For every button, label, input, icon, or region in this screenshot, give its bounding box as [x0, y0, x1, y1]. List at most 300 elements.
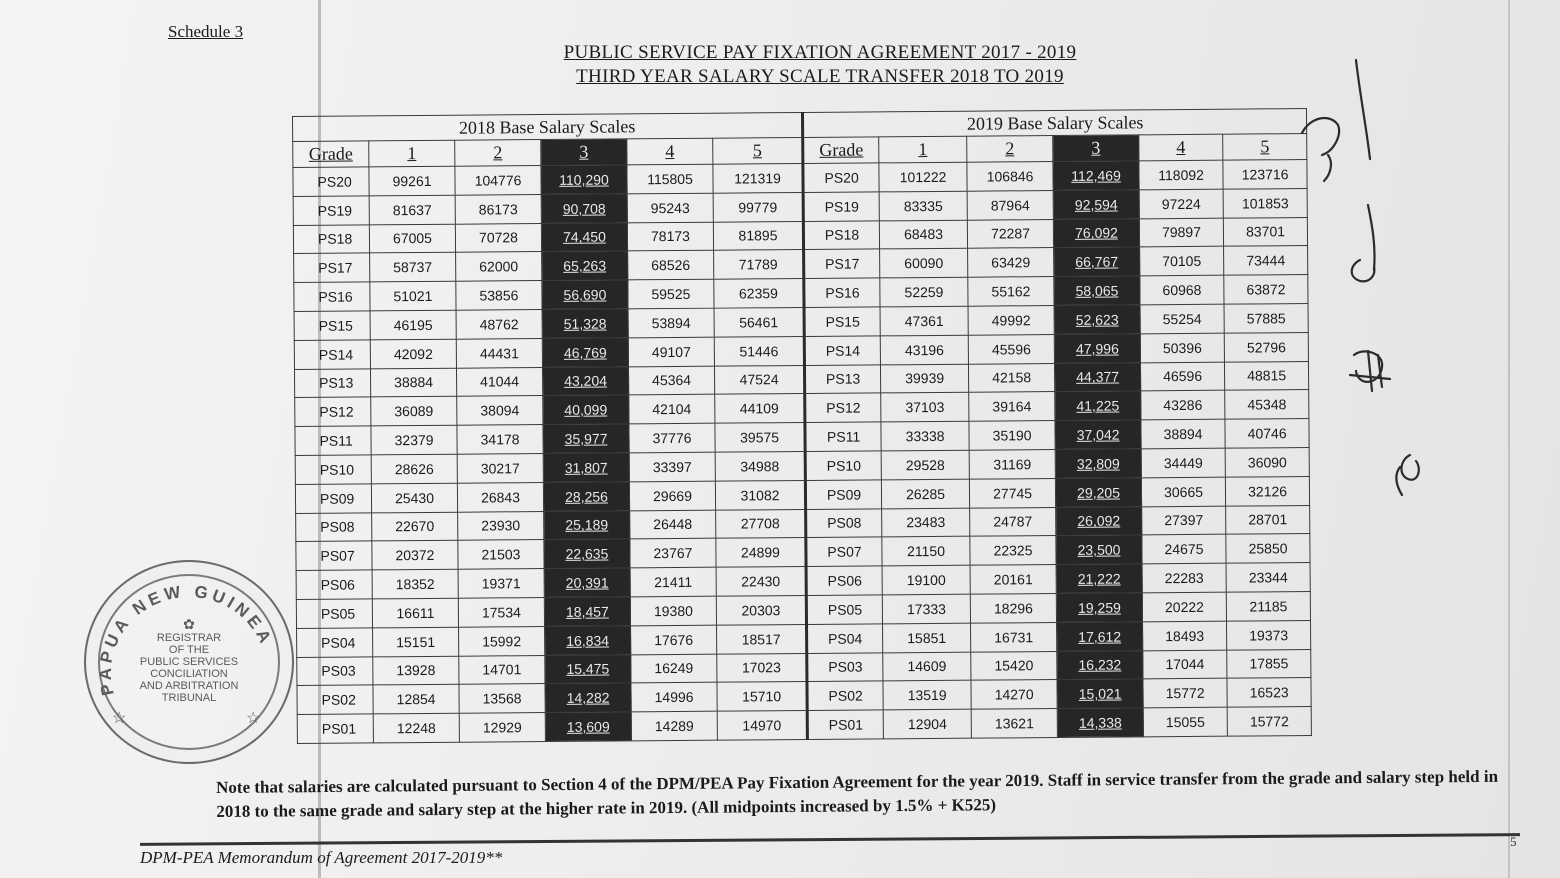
salary-cell-2018: 121319 — [713, 163, 803, 193]
cell-value: 26,092 — [1077, 512, 1121, 530]
salary-cell-2018: 31082 — [715, 480, 805, 510]
salary-cell-2019: 52796 — [1224, 332, 1308, 361]
salary-cell-2019: 72287 — [967, 219, 1053, 248]
salary-cell-2019: 45596 — [968, 334, 1054, 363]
salary-cell-2018: 38094 — [457, 396, 543, 425]
salary-cell-2018 — [545, 654, 631, 683]
grade-cell-2018: PS12 — [295, 397, 371, 426]
salary-cell-2018: 41044 — [456, 367, 542, 396]
salary-cell-2019: 73444 — [1224, 246, 1308, 275]
salary-cell-2019: 23344 — [1226, 563, 1310, 592]
star-icon: ☆ — [246, 710, 261, 727]
cell-value: 47,996 — [1075, 340, 1119, 357]
salary-cell-2019: 83335 — [879, 191, 967, 220]
grade-cell-2019: PS04 — [807, 624, 883, 653]
salary-cell-2018: 23767 — [630, 539, 716, 568]
handwritten-initials-signature — [1290, 55, 1420, 555]
cell-value: 15,021 — [1078, 685, 1122, 703]
step-header: 2 — [455, 140, 541, 167]
salary-cell-2018: 86173 — [455, 194, 541, 223]
cell-value: 90,708 — [562, 200, 606, 217]
grade-cell-2018: PS16 — [294, 282, 370, 311]
salary-cell-2019 — [1053, 218, 1139, 247]
salary-cell-2019: 46596 — [1141, 362, 1225, 391]
salary-cell-2018: 42092 — [370, 339, 456, 368]
salary-cell-2018: 46195 — [370, 310, 456, 339]
salary-cell-2019: 20161 — [970, 565, 1056, 594]
seal-line: PUBLIC SERVICES — [139, 656, 239, 668]
salary-cell-2019: 36090 — [1225, 447, 1309, 476]
salary-cell-2019 — [1055, 478, 1141, 507]
cell-value: 17,612 — [1078, 628, 1122, 645]
salary-cell-2018: 51446 — [714, 336, 804, 366]
seal-line: OF THE — [168, 644, 210, 656]
salary-cell-2018 — [542, 366, 628, 395]
cell-value: 20,391 — [565, 574, 609, 591]
salary-cell-2019 — [1056, 593, 1142, 622]
cell-value: 52,623 — [1075, 311, 1119, 328]
seal-center-text — [114, 618, 264, 704]
salary-cell-2019: 15055 — [1143, 707, 1227, 736]
salary-cell-2019: 16731 — [971, 622, 1057, 651]
salary-cell-2019: 19100 — [882, 565, 970, 594]
salary-cell-2018: 115805 — [627, 164, 713, 193]
cell-value: 15,475 — [566, 660, 610, 678]
salary-cell-2018 — [544, 510, 630, 539]
salary-cell-2019: 83701 — [1223, 217, 1307, 246]
grade-cell-2018: PS04 — [297, 628, 373, 657]
salary-cell-2018: 81895 — [713, 221, 803, 251]
grade-cell-2019: PS11 — [805, 422, 881, 451]
seal-emblem-icon: ✿ — [183, 616, 195, 632]
cell-value: 41,225 — [1076, 397, 1120, 415]
salary-cell-2018: 70728 — [455, 223, 541, 252]
grade-cell-2019: PS07 — [806, 537, 882, 566]
grade-cell-2019: PS10 — [805, 451, 881, 480]
salary-cell-2018: 20303 — [716, 595, 806, 625]
cell-value: 28,256 — [565, 488, 608, 505]
section-header-2018: 2018 Base Salary Scales — [293, 112, 803, 141]
salary-cell-2019: 13519 — [883, 681, 971, 710]
paper-fold-line-right — [1508, 0, 1510, 878]
grade-cell-2019: PS18 — [803, 220, 879, 249]
salary-cell-2019: 15772 — [1143, 679, 1227, 708]
salary-cell-2019: 39939 — [881, 364, 969, 393]
salary-cell-2019 — [1053, 161, 1139, 190]
salary-cell-2018: 15710 — [717, 682, 807, 712]
salary-cell-2018 — [543, 453, 629, 482]
salary-cell-2019: 27745 — [969, 478, 1055, 507]
salary-cell-2018: 16611 — [372, 598, 458, 627]
salary-cell-2019: 14270 — [971, 680, 1057, 709]
salary-cell-2019: 21150 — [882, 537, 970, 566]
grade-cell-2018: PS07 — [296, 541, 372, 570]
salary-cell-2019: 22325 — [970, 536, 1056, 565]
grade-cell-2018: PS19 — [293, 196, 369, 225]
salary-cell-2019: 42158 — [969, 363, 1055, 392]
step-header: 2 — [967, 136, 1053, 163]
salary-cell-2019: 35190 — [969, 421, 1055, 450]
salary-cell-2019 — [1053, 190, 1139, 219]
salary-scales-table — [292, 108, 1312, 744]
salary-cell-2019: 55254 — [1140, 304, 1224, 333]
grade-cell-2018: PS10 — [295, 455, 371, 484]
grade-cell-2018: PS06 — [296, 570, 372, 599]
cell-value: 112,469 — [1071, 167, 1121, 184]
salary-cell-2018: 59525 — [628, 279, 714, 308]
grade-cell-2018: PS09 — [295, 484, 371, 513]
salary-cell-2018: 26843 — [457, 482, 543, 511]
salary-cell-2019: 48815 — [1225, 361, 1309, 390]
salary-cell-2019: 68483 — [879, 220, 967, 249]
salary-cell-2018: 45364 — [628, 366, 714, 395]
salary-cell-2019: 50396 — [1140, 333, 1224, 362]
salary-cell-2018: 78173 — [627, 222, 713, 251]
salary-cell-2019 — [1056, 535, 1142, 564]
salary-cell-2018: 12929 — [459, 713, 545, 742]
salary-cell-2019: 32126 — [1225, 476, 1309, 505]
salary-cell-2018: 48762 — [456, 310, 542, 339]
salary-cell-2019: 47361 — [880, 306, 968, 335]
cell-value: 56,690 — [563, 286, 607, 303]
salary-cell-2019: 25850 — [1226, 534, 1310, 563]
cell-value: 110,290 — [559, 171, 609, 188]
grade-cell-2019: PS05 — [806, 595, 882, 624]
salary-cell-2019: 60090 — [880, 249, 968, 278]
cell-value: 13,609 — [566, 718, 610, 735]
cell-value: 65,263 — [563, 257, 607, 275]
salary-cell-2018 — [543, 424, 629, 453]
cell-value: 29,205 — [1077, 484, 1121, 501]
salary-cell-2019 — [1056, 564, 1142, 593]
salary-cell-2018: 21503 — [458, 540, 544, 569]
salary-cell-2019: 15851 — [883, 623, 971, 652]
step-header: 4 — [627, 138, 713, 165]
grade-cell-2018: PS18 — [293, 224, 369, 253]
grade-cell-2018: PS11 — [295, 426, 371, 455]
grade-cell-2018: PS13 — [294, 368, 370, 397]
step-header: 4 — [1139, 134, 1223, 161]
salary-cell-2018 — [542, 338, 628, 367]
salary-cell-2019: 28701 — [1226, 505, 1310, 534]
salary-cell-2018: 26448 — [630, 510, 716, 539]
footnote: Note that salaries are calculated pursuant to Section 4 of the DPM/PEA Pay Fixation Agreement for the year 2019. Staff in service transfer from the grade and salary step held in 2018 to the same grade and salary step at the higher rate in 2019. (All midpoints increased by 1.5% + K525) — [216, 766, 1499, 821]
salary-cell-2018: 27708 — [716, 509, 806, 539]
salary-cell-2018 — [545, 626, 631, 655]
salary-cell-2018: 47524 — [714, 365, 804, 395]
salary-cell-2019: 20222 — [1142, 592, 1226, 621]
salary-cell-2018 — [542, 309, 628, 338]
cell-value: 51,328 — [563, 315, 607, 332]
svg-text:PAPUA NEW GUINEA: PAPUA NEW GUINEA — [95, 581, 277, 698]
salary-cell-2019: 79897 — [1139, 218, 1223, 247]
salary-cell-2018: 20372 — [372, 541, 458, 570]
salary-cell-2018: 25430 — [371, 483, 457, 512]
grade-cell-2018: PS02 — [297, 685, 373, 714]
salary-cell-2019: 14609 — [883, 652, 971, 681]
salary-cell-2019 — [1057, 679, 1143, 708]
cell-value: 92,594 — [1074, 196, 1118, 213]
salary-cell-2018: 104776 — [455, 166, 541, 195]
salary-cell-2018: 30217 — [457, 454, 543, 483]
salary-cell-2018 — [543, 395, 629, 424]
grade-cell-2018: PS08 — [296, 512, 372, 541]
salary-cell-2019 — [1055, 449, 1141, 478]
salary-cell-2019 — [1057, 708, 1143, 737]
salary-cell-2018: 12248 — [373, 713, 459, 742]
salary-cell-2019: 38894 — [1141, 419, 1225, 448]
page-number: 5 — [1510, 834, 1517, 849]
salary-cell-2018: 99261 — [369, 166, 455, 195]
cell-value: 74,450 — [562, 229, 606, 246]
salary-cell-2019: 37103 — [881, 393, 969, 422]
salary-cell-2018: 15151 — [373, 627, 459, 656]
grade-cell-2019: PS14 — [804, 336, 880, 365]
salary-cell-2019: 26285 — [881, 479, 969, 508]
salary-cell-2018: 62000 — [456, 252, 542, 281]
grade-cell-2019: PS19 — [803, 192, 879, 221]
salary-cell-2019: 45348 — [1225, 390, 1309, 419]
cell-value: 19,259 — [1077, 599, 1121, 616]
salary-cell-2018: 19371 — [458, 569, 544, 598]
salary-cell-2018: 18517 — [717, 624, 807, 654]
salary-cell-2018: 24899 — [716, 538, 806, 568]
salary-cell-2019: 57885 — [1224, 304, 1308, 333]
grade-cell-2019: PS16 — [804, 278, 880, 307]
grade-cell-2019: PS17 — [804, 249, 880, 278]
salary-cell-2019 — [1054, 305, 1140, 334]
salary-cell-2018: 95243 — [627, 193, 713, 222]
salary-cell-2018: 81637 — [369, 195, 455, 224]
salary-cell-2019: 55162 — [968, 277, 1054, 306]
salary-cell-2019: 101853 — [1223, 188, 1307, 217]
salary-cell-2018: 12854 — [373, 685, 459, 714]
salary-cell-2018: 42104 — [629, 395, 715, 424]
grade-cell-2018: PS14 — [294, 340, 370, 369]
salary-cell-2019: 33338 — [881, 421, 969, 450]
cell-value: 23,500 — [1077, 541, 1121, 559]
salary-cell-2019: 52259 — [880, 277, 968, 306]
step-header: 3 — [541, 139, 627, 166]
official-seal-stamp — [84, 560, 294, 764]
cell-value: 22,635 — [565, 545, 609, 563]
cell-value: 37,042 — [1076, 426, 1120, 443]
salary-cell-2018: 28626 — [371, 454, 457, 483]
salary-cell-2018: 56461 — [714, 307, 804, 337]
salary-cell-2019: 22283 — [1142, 563, 1226, 592]
cell-value: 40,099 — [564, 401, 608, 419]
document-title: PUBLIC SERVICE PAY FIXATION AGREEMENT 2017 - 2019 — [563, 42, 1077, 63]
cell-value: 43,204 — [564, 373, 608, 390]
salary-cell-2018: 44431 — [456, 338, 542, 367]
grade-cell-2019: PS15 — [804, 307, 880, 336]
salary-cell-2019: 39164 — [969, 392, 1055, 421]
salary-cell-2019: 17855 — [1227, 649, 1311, 678]
salary-cell-2018: 34178 — [457, 425, 543, 454]
salary-cell-2019: 31169 — [969, 449, 1055, 478]
cell-value: 31,807 — [564, 459, 608, 476]
salary-cell-2018 — [543, 482, 629, 511]
footer-text: DPM-PEA Memorandum of Agreement 2017-2019** — [140, 848, 503, 867]
salary-cell-2018: 18352 — [372, 569, 458, 598]
salary-cell-2018: 15992 — [459, 626, 545, 655]
salary-cell-2019 — [1054, 276, 1140, 305]
salary-cell-2019: 118092 — [1139, 160, 1223, 189]
salary-cell-2018: 34988 — [715, 451, 805, 481]
salary-cell-2018 — [544, 597, 630, 626]
salary-cell-2018: 14970 — [717, 711, 807, 741]
salary-cell-2019: 34449 — [1141, 448, 1225, 477]
salary-cell-2019: 12904 — [883, 709, 971, 738]
salary-cell-2019: 30665 — [1141, 477, 1225, 506]
grade-cell-2019: PS20 — [803, 163, 879, 192]
salary-cell-2018 — [541, 194, 627, 223]
salary-cell-2018: 13928 — [373, 656, 459, 685]
salary-cell-2019: 18493 — [1143, 621, 1227, 650]
cell-value: 21,222 — [1077, 570, 1121, 587]
cell-value: 14,282 — [566, 689, 610, 707]
salary-cell-2018 — [545, 712, 631, 741]
salary-cell-2018: 51021 — [370, 281, 456, 310]
salary-cell-2018: 53894 — [628, 308, 714, 337]
cell-value: 35,977 — [564, 430, 608, 447]
cell-value: 44,377 — [1076, 368, 1120, 386]
grade-cell-2019: PS02 — [807, 681, 883, 710]
document-subtitle: THIRD YEAR SALARY SCALE TRANSFER 2018 TO 2019 — [576, 66, 1064, 87]
salary-cell-2018 — [541, 165, 627, 194]
seal-line: TRIBUNAL — [161, 692, 217, 704]
salary-cell-2018: 22430 — [716, 567, 806, 597]
cell-value: 66,767 — [1075, 253, 1119, 271]
salary-cell-2019: 24787 — [970, 507, 1056, 536]
seal-line: CONCILIATION — [150, 668, 228, 680]
grade-header-2019: Grade — [803, 137, 879, 164]
grade-cell-2018: PS05 — [296, 599, 372, 628]
salary-cell-2019: 123716 — [1223, 160, 1307, 189]
salary-cell-2019: 97224 — [1139, 189, 1223, 218]
salary-cell-2018 — [542, 280, 628, 309]
salary-cell-2019: 16523 — [1227, 678, 1311, 707]
grade-cell-2019: PS13 — [805, 364, 881, 393]
salary-cell-2019: 106846 — [967, 162, 1053, 191]
salary-cell-2018: 14701 — [459, 655, 545, 684]
cell-value: 58,065 — [1075, 282, 1119, 299]
salary-cell-2019: 70105 — [1140, 247, 1224, 276]
grade-header-2018: Grade — [293, 141, 369, 168]
salary-cell-2019: 19373 — [1227, 620, 1311, 649]
star-icon: ☆ — [112, 710, 127, 727]
salary-cell-2019: 18296 — [970, 593, 1056, 622]
salary-cell-2019: 60968 — [1140, 275, 1224, 304]
salary-cell-2018: 19380 — [630, 596, 716, 625]
cell-value: 18,457 — [565, 603, 609, 620]
salary-cell-2018 — [541, 222, 627, 251]
grade-cell-2019: PS12 — [805, 393, 881, 422]
salary-cell-2018: 38884 — [370, 368, 456, 397]
seal-line: AND ARBITRATION — [139, 680, 239, 692]
salary-cell-2018: 29669 — [629, 481, 715, 510]
salary-cell-2018: 49107 — [628, 337, 714, 366]
salary-cell-2018: 37776 — [629, 423, 715, 452]
step-header: 3 — [1053, 135, 1139, 162]
salary-cell-2019: 29528 — [881, 450, 969, 479]
salary-cell-2019: 13621 — [971, 709, 1057, 738]
salary-cell-2018: 62359 — [714, 279, 804, 309]
salary-cell-2018: 71789 — [714, 250, 804, 280]
salary-cell-2018 — [544, 539, 630, 568]
salary-cell-2019 — [1054, 247, 1140, 276]
cell-value: 25,189 — [565, 516, 609, 534]
salary-cell-2018: 17534 — [458, 597, 544, 626]
salary-cell-2018 — [544, 568, 630, 597]
salary-cell-2018: 17676 — [631, 625, 717, 654]
salary-cell-2018: 36089 — [371, 397, 457, 426]
step-header: 1 — [369, 140, 455, 167]
salary-cell-2018: 17023 — [717, 653, 807, 683]
schedule-label: Schedule 3 — [168, 22, 244, 41]
grade-cell-2019: PS09 — [805, 480, 881, 509]
grade-cell-2018: PS15 — [294, 311, 370, 340]
salary-cell-2019: 43196 — [880, 335, 968, 364]
salary-cell-2019 — [1054, 334, 1140, 363]
salary-cell-2019: 17333 — [882, 594, 970, 623]
salary-cell-2019 — [1055, 391, 1141, 420]
salary-cell-2018: 44109 — [715, 394, 805, 424]
salary-cell-2019: 40746 — [1225, 419, 1309, 448]
grade-cell-2018: PS01 — [297, 714, 373, 743]
salary-cell-2018: 14289 — [631, 711, 717, 740]
salary-cell-2019: 15420 — [971, 651, 1057, 680]
cell-value: 14,338 — [1078, 714, 1122, 731]
salary-cell-2018: 13568 — [459, 684, 545, 713]
salary-cell-2018 — [542, 251, 628, 280]
salary-cell-2018: 67005 — [369, 224, 455, 253]
salary-cell-2018: 68526 — [628, 251, 714, 280]
salary-cell-2018: 33397 — [629, 452, 715, 481]
cell-value: 16,232 — [1078, 656, 1122, 674]
salary-cell-2018: 16249 — [631, 654, 717, 683]
salary-cell-2019: 17044 — [1143, 650, 1227, 679]
salary-cell-2019: 63429 — [968, 248, 1054, 277]
cell-value: 16,834 — [566, 632, 610, 649]
salary-cell-2019 — [1055, 362, 1141, 391]
grade-cell-2019: PS03 — [807, 652, 883, 681]
step-header: 5 — [1223, 134, 1307, 161]
seal-line: REGISTRAR — [156, 632, 222, 644]
cell-value: 32,809 — [1076, 455, 1120, 472]
grade-cell-2019: PS08 — [806, 508, 882, 537]
salary-cell-2019 — [1057, 622, 1143, 651]
salary-cell-2018: 22670 — [372, 512, 458, 541]
grade-cell-2018: PS20 — [293, 167, 369, 196]
section-header-2019: 2019 Base Salary Scales — [803, 109, 1307, 138]
cell-value: 46,769 — [563, 344, 607, 361]
grade-cell-2018: PS17 — [294, 253, 370, 282]
step-header: 5 — [713, 137, 803, 164]
salary-cell-2018: 53856 — [456, 281, 542, 310]
salary-cell-2018: 23930 — [458, 511, 544, 540]
salary-cell-2019: 21185 — [1226, 591, 1310, 620]
step-header: 1 — [879, 136, 967, 163]
grade-cell-2019: PS01 — [807, 710, 883, 739]
salary-cell-2019: 101222 — [879, 162, 967, 191]
salary-cell-2019: 43286 — [1141, 391, 1225, 420]
salary-cell-2019: 87964 — [967, 190, 1053, 219]
cell-value: 76,092 — [1075, 225, 1118, 242]
salary-cell-2019: 23483 — [882, 508, 970, 537]
grade-cell-2018: PS03 — [297, 656, 373, 685]
salary-cell-2019: 27397 — [1142, 506, 1226, 535]
